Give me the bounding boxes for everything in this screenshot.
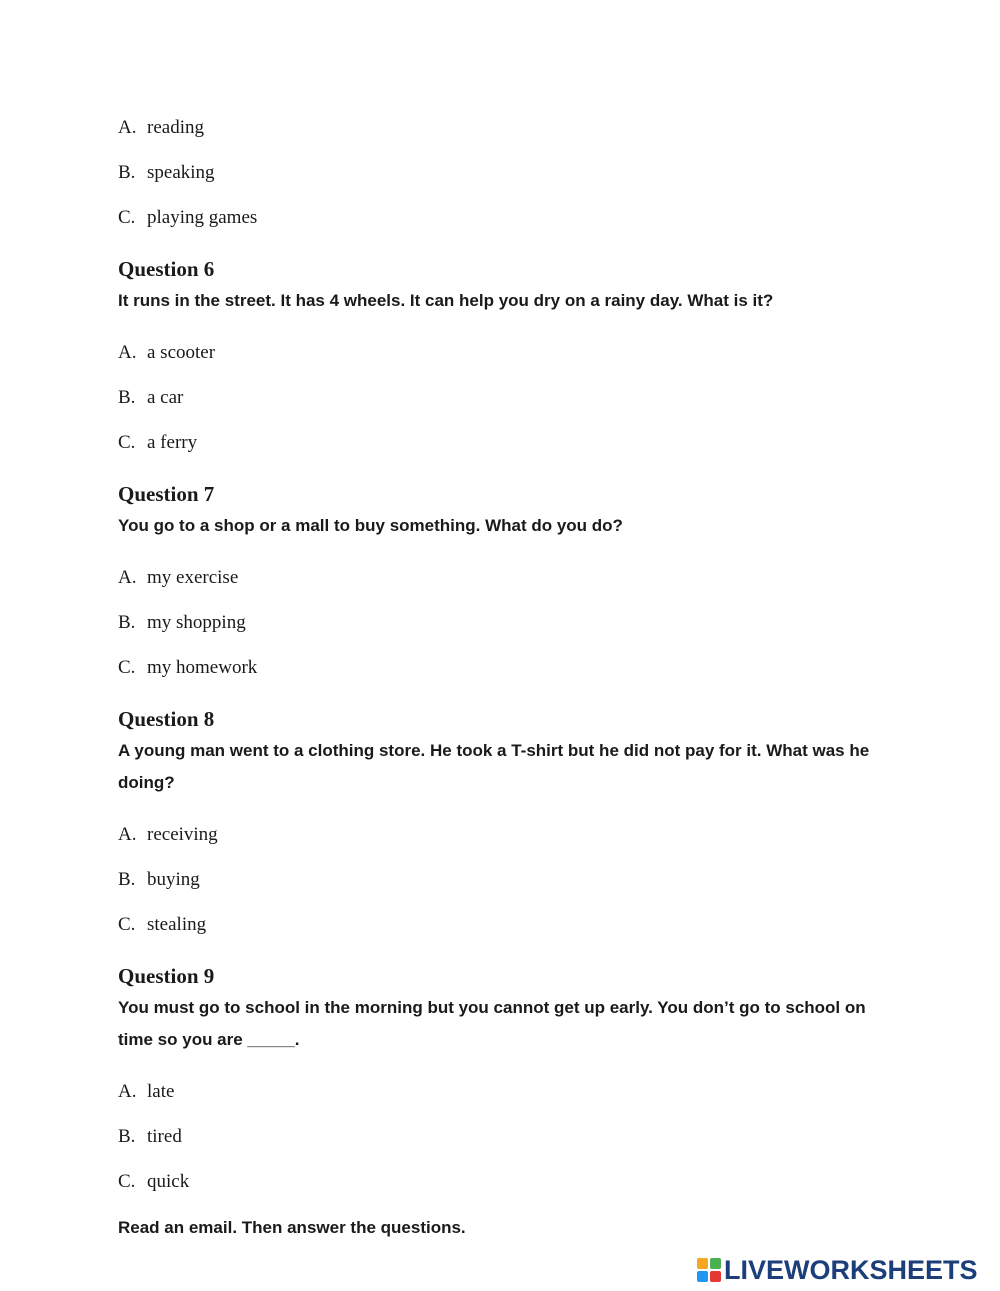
option-b[interactable] <box>118 162 215 184</box>
option-letter: B. <box>118 869 136 890</box>
option-text: late <box>147 1081 175 1102</box>
question-9-heading: Question 9 <box>118 964 215 988</box>
question-7-option-c[interactable] <box>118 657 257 679</box>
option-text: a scooter <box>147 342 216 363</box>
question-9-text: You must go to school in the morning but you cannot get up early. You don’t go to school on time so you are _____. <box>118 998 866 1049</box>
option-letter: B. <box>118 612 136 633</box>
option-text: reading <box>147 117 204 138</box>
option-text: receiving <box>147 824 218 845</box>
option-letter: B. <box>118 162 136 183</box>
option-text: my exercise <box>147 567 239 588</box>
option-text: stealing <box>147 914 207 935</box>
option-letter: A. <box>118 117 137 138</box>
logo-square-3 <box>697 1271 708 1282</box>
option-letter: B. <box>118 1126 136 1147</box>
question-7-text: You go to a shop or a mall to buy something. What do you do? <box>118 516 623 535</box>
option-text: buying <box>147 869 200 890</box>
question-8-option-b[interactable] <box>118 869 200 891</box>
option-letter: C. <box>118 207 136 228</box>
question-8-option-a[interactable] <box>118 824 218 846</box>
option-text: my homework <box>147 657 258 678</box>
option-text: a ferry <box>147 432 198 453</box>
option-letter: A. <box>118 824 137 845</box>
option-text: quick <box>147 1171 190 1192</box>
question-7-heading: Question 7 <box>118 482 215 506</box>
option-text: my shopping <box>147 612 246 633</box>
option-text: speaking <box>147 162 215 183</box>
question-6-option-b[interactable] <box>118 387 183 409</box>
liveworksheets-logo[interactable] <box>697 1255 978 1285</box>
question-7-option-a[interactable] <box>118 567 238 589</box>
option-text: tired <box>147 1126 182 1147</box>
question-7-option-b[interactable] <box>118 612 246 634</box>
question-9-option-b[interactable] <box>118 1126 182 1148</box>
option-letter: C. <box>118 914 136 935</box>
email-instruction: Read an email. Then answer the questions. <box>118 1218 466 1237</box>
option-letter: A. <box>118 1081 137 1102</box>
option-text: playing games <box>147 207 258 228</box>
option-letter: B. <box>118 387 136 408</box>
liveworksheets-logo-icon <box>697 1258 721 1282</box>
question-6-option-c[interactable] <box>118 432 197 454</box>
logo-square-2 <box>710 1258 721 1269</box>
option-c[interactable] <box>118 207 257 229</box>
option-letter: A. <box>118 567 137 588</box>
option-text: a car <box>147 387 184 408</box>
question-9-option-c[interactable] <box>118 1171 189 1193</box>
option-letter: C. <box>118 432 136 453</box>
question-6-heading: Question 6 <box>118 257 215 281</box>
option-letter: C. <box>118 1171 136 1192</box>
logo-square-4 <box>710 1271 721 1282</box>
logo-text: LIVEWORKSHEETS <box>724 1255 978 1285</box>
option-letter: A. <box>118 342 137 363</box>
logo-square-1 <box>697 1258 708 1269</box>
question-9-option-a[interactable] <box>118 1081 174 1103</box>
option-letter: C. <box>118 657 136 678</box>
question-6-text: It runs in the street. It has 4 wheels. It can help you dry on a rainy day. What is it? <box>118 291 774 310</box>
question-6-option-a[interactable] <box>118 342 215 364</box>
option-a[interactable] <box>118 117 204 139</box>
question-8-text: A young man went to a clothing store. He took a T-shirt but he did not pay for it. What was he doing? <box>118 741 870 792</box>
question-8-option-c[interactable] <box>118 914 206 936</box>
question-8-heading: Question 8 <box>118 707 215 731</box>
